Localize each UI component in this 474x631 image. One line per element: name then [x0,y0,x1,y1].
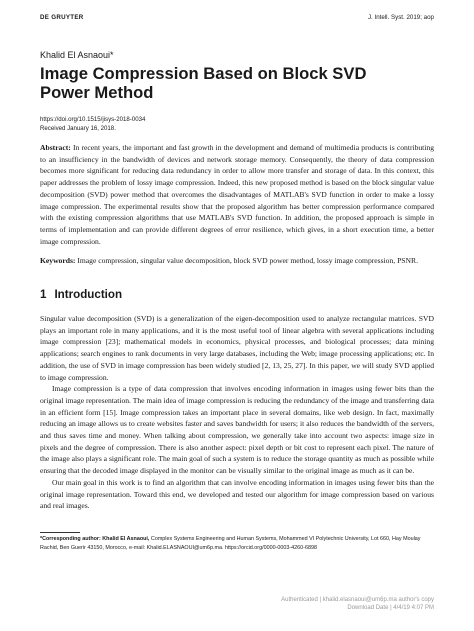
keywords-label: Keywords: [40,256,76,265]
keywords-text: Image compression, singular value decomposition, block SVD power method, lossy image compression, PSNR. [77,256,418,265]
section-heading [40,288,122,301]
journal-citation: J. Intell. Syst. 2019; aop [367,14,434,21]
running-header [40,14,434,24]
footnote-text: Complex Systems Engineering and Human Systems, Mohammed VI Polytechnic University, Lot 660, Hay Moulay Rachid, Ben Guerir 43150, Morocco, e-mail: Khalid.ELASNAOUI@um6p.ma. https://orcid.org/0000-0003-4260-6898 [40,536,421,552]
section-number: 1 [40,288,47,301]
section-title: Introduction [54,288,123,301]
abstract [40,142,434,247]
publisher-name: DE GRUYTER [40,14,84,21]
footnote-divider [40,532,80,533]
paragraph: Singular value decomposition (SVD) is a generalization of the eigen-decomposition used to analyze rectangular matrices. SVD plays an important role in many applications, and it is the most useful tool of linear algebra with several applications including image compression [23]; mathematical models in economics, physical processes, and biological processes; data mining applications; search engines to rank documents in very large databases, including the Web; image processing applications; etc. In addition, the use of SVD in image compression has been widely studied [2, 13, 25, 27]. In this paper, we will study SVD applied to image compression. [40,314,434,382]
paragraph: Our main goal in this work is to find an algorithm that can involve encoding information in images using fewer bits than the original image representation. Toward this end, we developed and tested our algorithm for image compression based on various and real images. [40,477,434,511]
footnote-label: *Corresponding author: Khalid El Asnaoui, [40,536,150,542]
paragraph: Image compression is a type of data compression that involves encoding information in images using fewer bits than the original image representation. The main idea of image compression is reducing the redundancy of the image and transferring data in an efficient form [15]. Image compression takes an important place in several domains, like web design. In fact, maximally reducing an image allows us to create websites faster and saves bandwidth for users; it also reduces the bandwidth of the servers, and thus saves time and money. When talking about compression, we generally take into account two aspects: image size in pixels and the degree of compression. There is also another aspect: pixel depth or bit cost to represent each pixel. The nature of the image also plays a significant role. The main goal of such a system is to reduce the storage quantity as much as possible while ensuring that the decoded image displayed in the monitor can be visually similar to the original image as much as it can be. [40,384,435,476]
corresponding-author-footnote [40,535,434,554]
authentication-line: Authenticated | khalid.elasnaoui@um6p.ma author's copy [281,597,434,603]
introduction-body [40,313,434,512]
keywords [40,255,434,267]
download-watermark [281,596,434,613]
author-name: Khalid El Asnaoui* [40,50,114,60]
abstract-text: In recent years, the important and fast growth in the development and demand of multimedia products is contributing to an insufficiency in the bandwidth of devices and network storage memory. Consequently, the theory of data compression becomes more significant for reducing data redundancy in order to allow more transfer and storage of data. In this context, this paper addresses the problem of lossy image compression. Indeed, this new proposed method is based on the block singular value decomposition (SVD) power method that overcomes the disadvantages of MATLAB's SVD function in order to make a lossy image compression. The experimental results show that the proposed algorithm has better compression performance compared with the existing compression algorithms that use MATLAB's SVD function. In addition, the proposed approach is simple in terms of implementation and can provide different degrees of error resilience, which gives, in a short execution time, a better image compression. [40,143,435,246]
received-date: Received January 16, 2018. [40,125,116,132]
doi-link[interactable]: https://doi.org/10.1515/jisys-2018-0034 [40,116,146,123]
paper-title: Image Compression Based on Block SVD Power Method [40,64,367,102]
abstract-label: Abstract: [40,143,71,152]
download-date-line: Download Date | 4/4/19 4:07 PM [347,605,434,612]
